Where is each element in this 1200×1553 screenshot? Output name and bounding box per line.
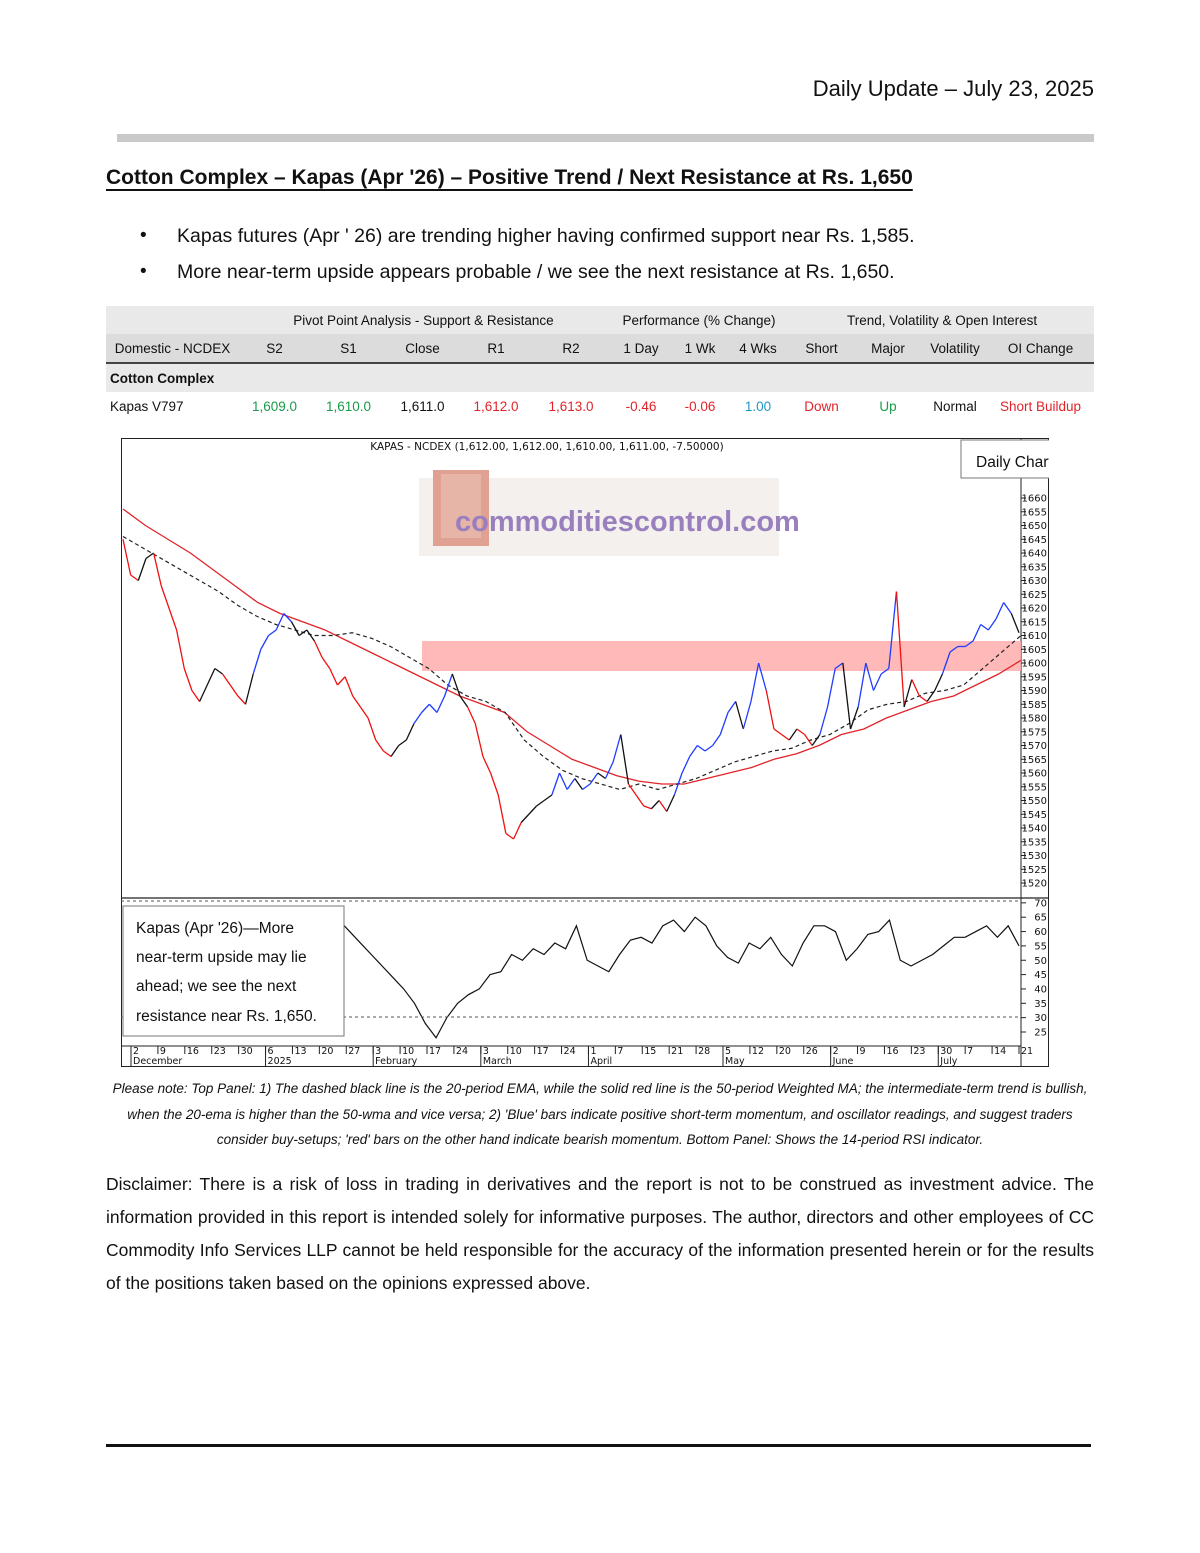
group-trend: Trend, Volatility & Open Interest bbox=[790, 306, 1094, 334]
date-tick-label: 5 bbox=[725, 1046, 732, 1057]
group-performance: Performance (% Change) bbox=[608, 306, 790, 334]
rsi-tick-label: 60 bbox=[1034, 927, 1047, 939]
date-tick-label: 3 bbox=[375, 1046, 382, 1057]
volatility-value: Normal bbox=[933, 398, 977, 414]
date-tick-label: 26 bbox=[805, 1046, 818, 1057]
date-tick-label: 24 bbox=[455, 1046, 469, 1057]
price-tick-label: 1645 bbox=[1021, 534, 1047, 546]
price-tick-label: 1635 bbox=[1021, 562, 1047, 574]
date-tick-label: 15 bbox=[644, 1046, 657, 1057]
bullet-item: • More near-term upside appears probable / we see the next resistance at Rs. 1,650. bbox=[140, 258, 915, 294]
price-tick-label: 1575 bbox=[1021, 727, 1047, 739]
price-tick-label: 1540 bbox=[1021, 823, 1047, 835]
date-tick-label: 9 bbox=[159, 1046, 166, 1057]
price-tick-label: 1550 bbox=[1021, 796, 1047, 807]
key-points bbox=[140, 222, 915, 294]
daily-chart-label: Daily Chart bbox=[976, 454, 1049, 471]
price-tick-label: 1620 bbox=[1021, 603, 1047, 615]
col-header: S2 bbox=[239, 334, 310, 363]
report-date: Daily Update – July 23, 2025 bbox=[812, 76, 1094, 101]
header-divider bbox=[117, 134, 1094, 142]
col-header: S1 bbox=[310, 334, 387, 363]
footer-divider bbox=[106, 1444, 1091, 1447]
daily-chart bbox=[121, 438, 1049, 1067]
chart-svg bbox=[121, 438, 1049, 1067]
date-tick-label: 30 bbox=[940, 1046, 953, 1057]
price-tick-label: 1580 bbox=[1021, 713, 1047, 725]
price-tick-label: 1625 bbox=[1021, 589, 1047, 601]
rsi-tick-label: 50 bbox=[1034, 955, 1047, 967]
date-tick-label: 13 bbox=[294, 1046, 307, 1057]
chart-note bbox=[106, 1076, 1094, 1153]
month-label: July bbox=[940, 1056, 958, 1067]
rsi-tick-label: 30 bbox=[1034, 1013, 1047, 1025]
date-tick-label: 20 bbox=[321, 1046, 334, 1057]
col-header: Volatility bbox=[923, 334, 987, 363]
col-header: Major bbox=[853, 334, 923, 363]
price-tick-label: 1610 bbox=[1021, 631, 1047, 642]
price-tick-label: 1560 bbox=[1021, 768, 1047, 780]
price-tick-label: 1650 bbox=[1021, 521, 1047, 532]
date-tick-label: 16 bbox=[886, 1046, 899, 1057]
date-tick-label: 2 bbox=[832, 1046, 839, 1057]
col-header: OI Change bbox=[987, 334, 1094, 363]
price-tick-label: 1600 bbox=[1021, 658, 1047, 670]
date-tick-label: 12 bbox=[751, 1046, 765, 1057]
month-label: April bbox=[590, 1056, 613, 1067]
col-header: 1 Day bbox=[608, 334, 674, 363]
disclaimer: Disclaimer: There is a risk of loss in trading in derivatives and the report is not to be construed as investment advice. The information provided in this report is intended solely for informative purposes. The author, directors and other employees of CC Commodity Info Services LLP cannot be held responsible for the accuracy of the information presented herein or for the results of the positions taken based on the opinions expressed above. bbox=[106, 1174, 1094, 1293]
change-1wk: -0.06 bbox=[684, 398, 716, 414]
date-tick-label: 10 bbox=[402, 1046, 415, 1057]
date-tick-label: 27 bbox=[348, 1046, 361, 1057]
price-tick-label: 1590 bbox=[1021, 686, 1047, 697]
price-tick-label: 1570 bbox=[1021, 741, 1047, 752]
date-tick-label: 28 bbox=[698, 1046, 711, 1057]
price-tick-label: 1545 bbox=[1021, 809, 1047, 821]
trend-short: Down bbox=[804, 398, 839, 414]
col-header: R1 bbox=[458, 334, 534, 363]
month-label: June bbox=[832, 1056, 854, 1067]
date-tick-label: 6 bbox=[267, 1046, 274, 1057]
rsi-tick-label: 55 bbox=[1034, 941, 1047, 953]
trend-major: Up bbox=[879, 398, 897, 414]
month-label: March bbox=[482, 1056, 512, 1067]
close-value: 1,611.0 bbox=[400, 398, 445, 414]
annotation-line: Kapas (Apr '26)—More bbox=[136, 920, 295, 937]
annotation-line: ahead; we see the next bbox=[136, 978, 297, 995]
price-tick-label: 1660 bbox=[1021, 493, 1047, 505]
date-tick-label: 2 bbox=[133, 1046, 140, 1057]
chart-annotation bbox=[123, 906, 344, 1036]
price-tick-label: 1585 bbox=[1021, 699, 1047, 711]
price-axis bbox=[1021, 494, 1047, 890]
date-tick-label: 3 bbox=[482, 1046, 489, 1057]
report-headline: Cotton Complex – Kapas (Apr '26) – Positive Trend / Next Resistance at Rs. 1,650 bbox=[106, 166, 913, 189]
oi-change-value: Short Buildup bbox=[1000, 398, 1082, 414]
price-tick-label: 1520 bbox=[1021, 878, 1047, 890]
month-label: December bbox=[133, 1056, 183, 1067]
change-4wks: 1.00 bbox=[744, 398, 772, 414]
price-tick-label: 1555 bbox=[1021, 782, 1047, 794]
col-header: R2 bbox=[534, 334, 608, 363]
month-label: February bbox=[375, 1056, 418, 1067]
r1-value: 1,612.0 bbox=[473, 398, 519, 414]
date-tick-label: 7 bbox=[967, 1046, 974, 1057]
rsi-tick-label: 70 bbox=[1034, 898, 1047, 910]
s2-value: 1,609.0 bbox=[251, 398, 298, 414]
r2-value: 1,613.0 bbox=[548, 398, 594, 414]
date-tick-label: 30 bbox=[240, 1046, 253, 1057]
price-tick-label: 1630 bbox=[1021, 576, 1047, 587]
change-1day: -0.46 bbox=[625, 398, 657, 414]
s1-value: 1,610.0 bbox=[325, 398, 372, 414]
date-tick-label: 7 bbox=[617, 1046, 624, 1057]
rsi-tick-label: 65 bbox=[1034, 912, 1047, 924]
col-header: Close bbox=[387, 334, 458, 363]
note-text: Please note: Top Panel: 1) The dashed black line is the 20-period EMA, while the solid red line is the 50-period Weighted MA; the intermediate-term trend is bullish, when the 20-ema is higher than the 50-wma and vice versa; 2) 'Blue' bars indicate positive short-term momentum, and oscillator readings, and suggest traders consider buy-setups; 'red' bars on the other hand indicate bearish momentum. Bottom Panel: Shows the 14-period RSI indicator. bbox=[112, 1081, 1088, 1147]
rsi-tick-label: 45 bbox=[1034, 970, 1047, 982]
price-tick-label: 1565 bbox=[1021, 754, 1047, 766]
price-tick-label: 1535 bbox=[1021, 837, 1047, 849]
date-tick-label: 16 bbox=[186, 1046, 199, 1057]
price-tick-label: 1595 bbox=[1021, 672, 1047, 684]
date-tick-label: 23 bbox=[913, 1046, 926, 1057]
rsi-tick-label: 40 bbox=[1034, 984, 1047, 996]
daily-chart-badge bbox=[961, 440, 1049, 478]
date-tick-label: 21 bbox=[671, 1046, 684, 1057]
date-tick-label: 17 bbox=[536, 1046, 549, 1057]
col-header: Short bbox=[790, 334, 853, 363]
chart-title: KAPAS - NCDEX (1,612.00, 1,612.00, 1,610.00, 1,611.00, -7.50000) bbox=[370, 441, 724, 453]
col-header: Domestic - NCDEX bbox=[106, 334, 239, 363]
group-pivot: Pivot Point Analysis - Support & Resistance bbox=[239, 306, 608, 334]
date-tick-label: 20 bbox=[778, 1046, 791, 1057]
annotation-line: near-term upside may lie bbox=[136, 949, 307, 966]
price-tick-label: 1530 bbox=[1021, 851, 1047, 862]
annotation-line: resistance near Rs. 1,650. bbox=[136, 1008, 317, 1025]
date-tick-label: 24 bbox=[563, 1046, 576, 1057]
month-label: May bbox=[725, 1056, 745, 1067]
watermark-text: commoditiescontrol.com bbox=[455, 506, 800, 538]
rsi-tick-label: 25 bbox=[1034, 1027, 1047, 1039]
section-label: Cotton Complex bbox=[106, 363, 1094, 392]
price-tick-label: 1640 bbox=[1021, 548, 1047, 560]
date-tick-label: 14 bbox=[994, 1046, 1007, 1057]
watermark-logo bbox=[419, 470, 800, 556]
date-tick-label: 1 bbox=[590, 1046, 597, 1057]
price-tick-label: 1605 bbox=[1021, 644, 1047, 656]
group-blank bbox=[106, 306, 239, 334]
date-tick-label: 10 bbox=[509, 1046, 522, 1057]
pivot-table bbox=[106, 306, 1094, 420]
price-tick-label: 1525 bbox=[1021, 864, 1047, 876]
date-tick-label: 23 bbox=[213, 1046, 226, 1057]
col-header: 1 Wk bbox=[674, 334, 726, 363]
date-tick-label: 9 bbox=[859, 1046, 866, 1057]
rsi-tick-label: 35 bbox=[1034, 998, 1047, 1010]
month-label: 2025 bbox=[267, 1056, 292, 1067]
instrument-name: Kapas V797 bbox=[110, 398, 184, 414]
price-tick-label: 1615 bbox=[1021, 617, 1047, 629]
date-tick-label: 21 bbox=[1021, 1046, 1034, 1057]
price-tick-label: 1655 bbox=[1021, 507, 1047, 519]
date-tick-label: 17 bbox=[429, 1046, 442, 1057]
resistance-zone bbox=[422, 641, 1021, 671]
bullet-item: • Kapas futures (Apr ' 26) are trending higher having confirmed support near Rs. 1,585. bbox=[140, 222, 915, 258]
col-header: 4 Wks bbox=[726, 334, 790, 363]
